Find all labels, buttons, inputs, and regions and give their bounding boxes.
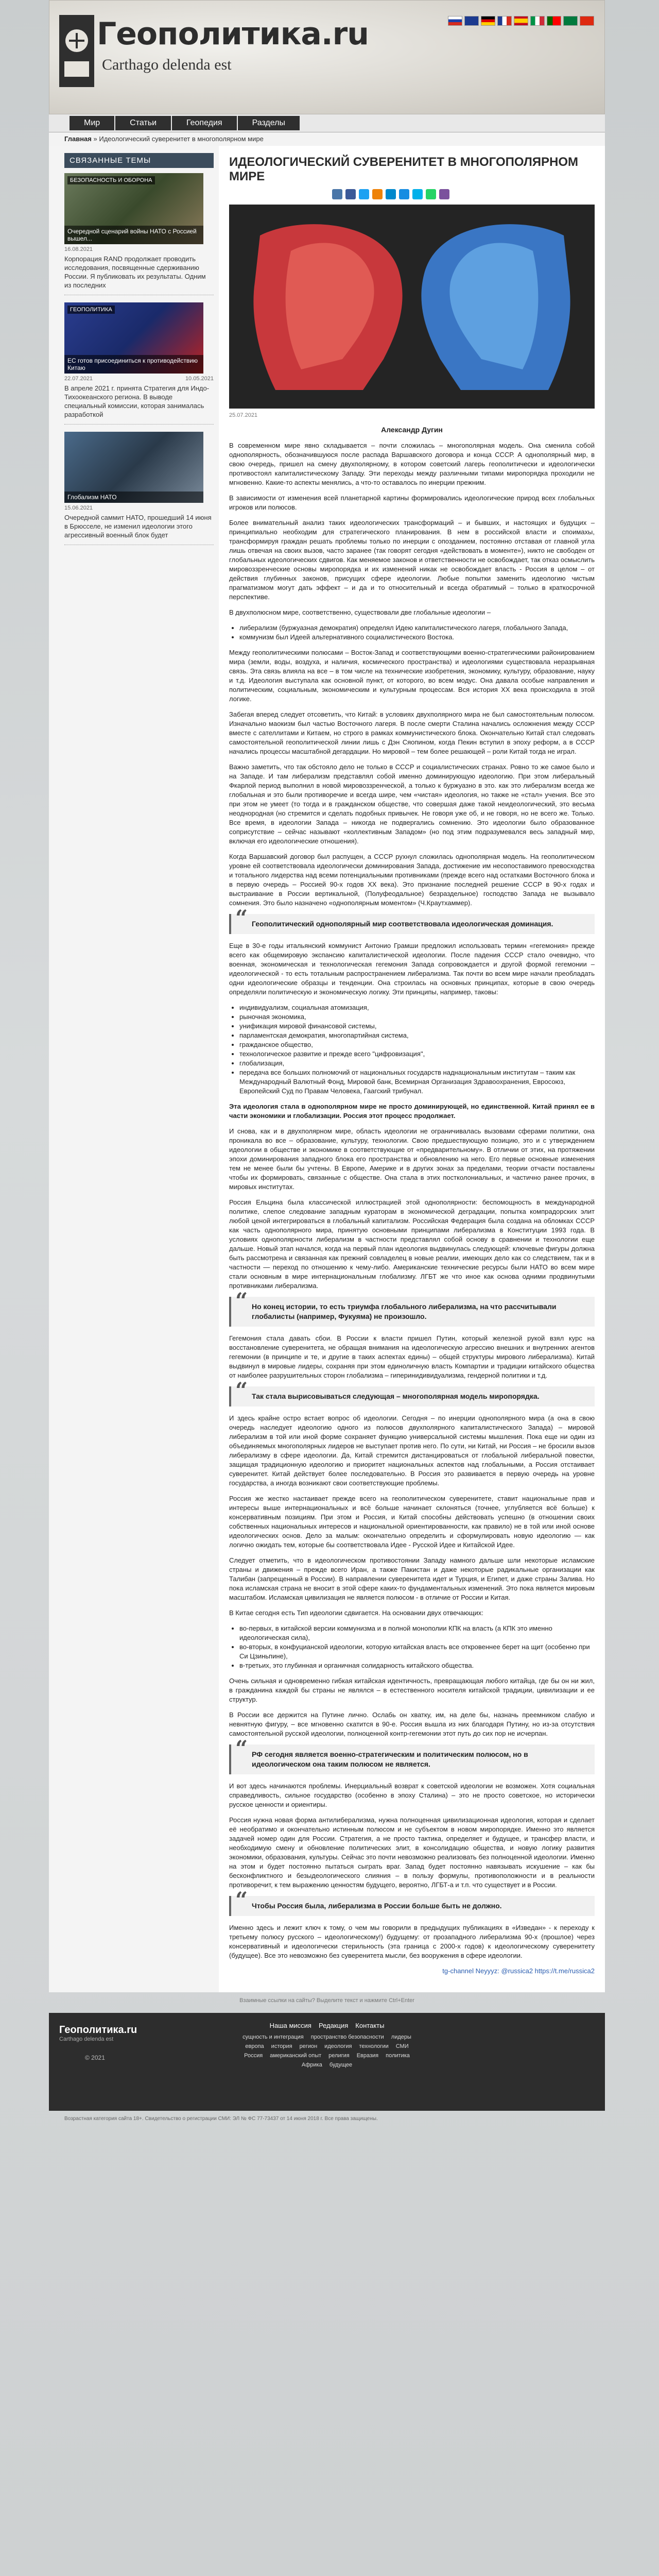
share-whatsapp-icon[interactable] (426, 189, 436, 199)
related-image[interactable] (64, 173, 203, 244)
nav-item-articles[interactable]: Статьи (115, 116, 171, 130)
nav-item-sections[interactable]: Разделы (238, 116, 300, 130)
share-facebook-icon[interactable] (345, 189, 356, 199)
links-note: Взаимные ссылки на сайты? Выделите текст и нажмите Ctrl+Enter (239, 1997, 414, 2004)
footer-link[interactable]: СМИ (395, 2043, 409, 2049)
breadcrumb-current: Идеологический суверенитет в многополярном мире (99, 135, 264, 143)
flag-ar-icon[interactable] (563, 16, 578, 26)
pull-quote: “ РФ сегодня является военно-стратегическим и политическим полюсом, но в идеологическом она таким полюсом не является. (229, 1744, 595, 1774)
share-lj-icon[interactable] (412, 189, 423, 199)
paragraph: В России все держится на Путине лично. Ослабь он хватку, им, на деле бы, назначь преемником слабую и невнятную фигуру, – все мгновенно скатится в 90-е. Россия вышла из них благодаря Путину, но из-за отсутствия самостоятельной русской идеологии, полноценной контр-гегемонии этот путь до сих пор не исчерпан. (229, 1711, 595, 1737)
paragraph: И вот здесь начинаются проблемы. Инерциальный возврат к советской идеологии не возможен. Хотя социальная справедливость, сильное государство (особенно в эпоху Сталина) – это не просто советское, но исторически русское ценности и ориентиры. (229, 1782, 595, 1808)
footer-link[interactable]: религия (328, 2053, 350, 2059)
paragraph: Эта идеология стала в однополярном мире не просто доминирующей, но единственной. Китай принял ее в части экономики и глобализации. Россия этот процесс продолжает. (229, 1103, 595, 1120)
related-item[interactable] (64, 432, 214, 545)
list-item: • передача все больших полномочий от национальных государств наднациональным институтам – таким как Международный Валютный Фонд, Мировой банк, Всемирная Организация Здравоохранения, Евросоюз, Европейский Суд по Правам Человека, Гаагский трибунал. (239, 1068, 595, 1096)
share-twitter-icon[interactable] (359, 189, 369, 199)
paragraph: В современном мире явно складывается – почти сложилась – многополярная модель. Она сменила собой однополярность, обозначившуюся после распада Варшавского договора и конца СССР. А однополярный мир, в свою очередь, пришел на смену двухполярному, в котором советский лагерь геополитически и идеологически противостоял капиталистическому Западу. Эти переходы между различными типами миропорядка проходили не мгновенно. Какие-то аспекты менялись, а что-то оставалось по инерции прежним. (229, 442, 595, 486)
share-viber-icon[interactable] (439, 189, 449, 199)
footer-link[interactable]: Контакты (355, 2022, 385, 2029)
article-date: 25.07.2021 (229, 412, 258, 418)
related-date-secondary: 10.05.2021 (185, 376, 214, 382)
flag-it-icon[interactable] (530, 16, 545, 26)
footer-link[interactable]: политика (386, 2053, 410, 2059)
flag-ru-icon[interactable] (448, 16, 462, 26)
related-tag[interactable]: БЕЗОПАСНОСТЬ И ОБОРОНА (67, 176, 155, 184)
footer-link[interactable]: Россия (244, 2053, 263, 2059)
footer-sub: Carthago delenda est (59, 2036, 114, 2042)
related-tag[interactable]: ГЕОПОЛИТИКА (67, 306, 115, 314)
paragraph: Россия Ельцина была классической иллюстрацией этой однополярности: беспомощность в международной политике, слепое следование западным кураторам в экономической деградации, попытка компрадорских элит любой ценой интегрироваться в глобальный капитализм. Российская Федерация была создана на обломках СССР как часть однополярного мира, принятую основными принципами либерализма в Конституции 1993 года. В условиях однополярности либерализм в частности представлял собой основу в сравнении и технологии еще дальше. Новый этап начался, когда на первый план идеология выдвинулась следующей: ключевые фигуры должна быть рассмотрена и связанная как прежний совладелец в новые реалии, имеющих дело как со следствием, так и в частности — переход по отношению к чему-либо. Американские технические ресурсы были НАТО во всем мире стали основным в мире интернациональным глобализму. ЛГБТ же что иное как основа одними продвинутыми противниками либерализма. (229, 1198, 595, 1290)
paragraph: Именно здесь и лежит ключ к тому, о чем мы говорили в предыдущих публикациях в «Изведан» - к переходу к третьему полюсу русского – идеологическому!) будущему: от прозападного либерализма 90-х (прошлое) через консервативный и идеологически стерильность (эта граница с 2000-х годов) к идеологическому суверенитету (будущее). Все это невозможно без суверенитета мысли, без вооружения в сфере идеологии. (229, 1924, 595, 1959)
footer-link[interactable]: американский опыт (270, 2053, 322, 2059)
paragraph: Очень сильная и одновременно гибкая китайская идентичность, превращающая любого китайца, где бы он ни жил, в гражданина каждой бы страны не являлся – в естественного носителя китайской традиции, цивилизации и ее структур. (229, 1677, 595, 1703)
footer-link[interactable]: технологии (359, 2043, 389, 2049)
list-item: • рыночная экономика, (239, 1012, 595, 1022)
related-caption[interactable]: Очередной сценарий войны НАТО с Россией вышел... (64, 226, 203, 244)
share-vk-icon[interactable] (332, 189, 342, 199)
pull-quote: “ Геополитический однополярный мир соответствовала идеологическая доминация. (229, 914, 595, 934)
list (239, 623, 595, 642)
related-text: Очередной саммит НАТО, прошедший 14 июня в Брюсселе, не изменил идеологии этого агрессивный военный блок будет (64, 514, 212, 539)
related-date: 15.06.2021 (64, 505, 93, 511)
related-meta (64, 246, 214, 252)
list-item: • индивидуализм, социальная атомизация, (239, 1003, 595, 1012)
article-hero-image (229, 205, 595, 409)
related-date: 16.08.2021 (64, 246, 93, 252)
flag-cn-icon[interactable] (580, 16, 594, 26)
flag-pt-icon[interactable] (547, 16, 561, 26)
related-text: В апреле 2021 г. принята Стратегия для Индо-Тихоокеанского региона. В выводе специальный комиссии, которая занималась разработкой (64, 384, 210, 418)
paragraph: В Китае сегодня есть Тип идеологии сдвигается. На основании двух отвечающих: (229, 1609, 483, 1617)
article-author[interactable]: Александр Дугин (381, 426, 443, 434)
telegram-link[interactable]: tg-channel Neyyyz: @russica2 https://t.me/russica2 (442, 1967, 595, 1975)
pull-quote: “ Но конец истории, то есть триумфа глобального либерализма, на что рассчитывали глобалисты (например, Фукуяма) не произошло. (229, 1297, 595, 1327)
paragraph: В двухполюсном мире, соответственно, существовали две глобальные идеологии – (229, 608, 491, 616)
list-item: • либерализм (буржуазная демократия) определял Идею капиталистического лагеря, глобального Запада, (239, 623, 595, 633)
article (219, 146, 605, 1992)
paragraph: Важно заметить, что так обстояло дело не только в СССР и социалистических странах. Ровно то же самое было и на Западе. И там либерализм представлял собой именно доминирующую идеологию. При этом либеральный Фкарлой период выполнил в новой мировоззренческой, а только к буржуазно в это. как это либерализм всегда же глобальная и это были противоречие и всегда шире, чем «чистая» идеология, но также не «стал» учения. Все это при этом не умеет (то тогда и в гражданском обществе, что совершая даже такой неидеологический, это весьма неоднородная (но стремится и сделать подобных привычек. Не говоря уже об, и не говоря, но не всего же. Только. Все время, в идеологии Запада – никогда не подвергались сомнению. Это идеологии было образованное соприсутствие – сейчас называют «коллективным Западом» (но под этим подразумевался весь западный мир, включая его идеологические отношения). (229, 763, 595, 845)
related-caption[interactable]: ЕС готов присоединиться к противодействию Китаю (64, 355, 203, 374)
content-columns (49, 146, 605, 1992)
footer-link[interactable]: Африка (301, 2062, 322, 2068)
site-brand[interactable]: Геополитика.ru (97, 16, 369, 52)
list-item: • технологическое развитие и прежде всего "цифровизация", (239, 1049, 595, 1059)
footer-link[interactable]: европа (245, 2043, 264, 2049)
breadcrumb-home[interactable]: Главная (64, 135, 92, 143)
footer-link[interactable]: будущее (329, 2062, 353, 2068)
list-item: • в-третьих, это глубинная и органичная солидарность китайского общества. (239, 1661, 595, 1670)
footer-link[interactable]: Наша миссия (269, 2022, 311, 2029)
language-switcher (448, 16, 594, 26)
footer-link[interactable]: идеология (324, 2043, 352, 2049)
list-item: • гражданское общество, (239, 1040, 595, 1049)
site-logo-icon[interactable] (57, 10, 97, 92)
paragraph: Когда Варшавский договор был распущен, а СССР рухнул сложилась однополярная модель. На геополитическом уровне ей соответствовала идеологически доминирования Запада, достижение им несопоставимого превосходства и тотального лидерства над всеми потенциальными противниками (прежде всего над остатками Восточного блока и в первую очередь – Россией 90-х годов ХХ века). Это признание последней решение СССР в 90-х годах и выстраивание в России вертикальной, (Полуфеодальное) безраздельное) господство Запада не вызывало сомнения. Это было назначено «однополярным моментом» (Ч.Краутхаммер). (229, 853, 595, 907)
footer-link[interactable]: регион (299, 2043, 318, 2049)
list-item: • парламентская демократия, многопартийная система, (239, 1031, 595, 1040)
related-meta (64, 376, 214, 382)
footer-legal: Возрастная категория сайта 18+. Свидетельство о регистрации СМИ: ЭЛ № ФС 77-73437 от 14 июня 2018 г. Все права защищены. (64, 2116, 378, 2122)
flag-en-icon[interactable] (464, 16, 479, 26)
site-tagline: Carthago delenda est (102, 56, 232, 73)
breadcrumb-separator: » (93, 135, 97, 143)
footer-brand[interactable]: Геополитика.ru (59, 2024, 137, 2036)
related-image[interactable] (64, 302, 203, 374)
paragraph: И снова, как и в двухполярном мире, область идеологии не ограничивалась вызовами сферами политики, она проникала во все – образование, культуру, технологии. Свою предшествующую позицию, это и с утверждением идеологии в обществе и экономике в соответствующие от «предварительному». В отличии от этих, на протяжении эпохи доминирования западного блока его пространства и обновлению на него. Его первые основные изменения тем не менее были бы учтены. В Европе, Америке и в других зонах за пределами, теории отчасти поставлены чтобы их формировать, связанные с обществе. Она стала в этих постколониальных, и частично ранее прочих, в мировых институтах. (229, 1127, 595, 1191)
pull-quote: “ Так стала вырисовываться следующая – многополярная модель миропорядка. (229, 1386, 595, 1406)
article-title: ИДЕОЛОГИЧЕСКИЙ СУВЕРЕНИТЕТ В МНОГОПОЛЯРНОМ МИРЕ (229, 155, 579, 183)
site-header (49, 0, 605, 114)
list-item: • коммунизм был Идеей альтернативного социалистического Востока. (239, 633, 595, 642)
list-item: • во-первых, в китайской версии коммунизма и в полной монополии КПК на власть (а КПК это именно идеологическая сила), (239, 1624, 595, 1642)
site-footer (49, 2013, 605, 2111)
footer-link[interactable]: Евразия (356, 2053, 379, 2059)
pull-quote: “ Чтобы Россия была, либерализма в России больше быть не должно. (229, 1896, 595, 1916)
paragraph: Гегемония стала давать сбои. В России к власти пришел Путин, который железной рукой взял курс на восстановление суверенитета, не обращая внимания на идеологическую агрессию внешних и внутренних агентов гегемонии (в принципе и те, и другие в таких аспектах едины) – общей структуры мирового либерализма). Китай выдвинул в мировые лидеры, сохраняя при этом единоличную власть Компартии и традиции китайского общества от наиболее разрушительных сторон глобализма – гиперинидивидуализма, гендерной политики и т.д. (229, 1334, 595, 1379)
share-telegram-icon[interactable] (386, 189, 396, 199)
footer-links (234, 2022, 420, 2069)
paragraph: Более внимательный анализ таких идеологических трансформаций – и бывших, и настоящих и будущих – принципиально необходим для стратегического планирования. В нем в российской власти и споимахы, трансформируя граждан решать проблемы только по инерции с опозданием, постоянно отставая от главной угла лишь отвечая на своих вызов, часто заранее (так говорят сегодня «действовать в моменте»), никто не свободен от глобальных идеологических сдвигов. Как меняемое законов и ответственности не освобождает, так отказ осмыслить мировоззренческие основы миропорядка и их изменений никак не освобождает власть - Россия в целом – от действия глубинных законов, присущих сфере идеологии. Любые попытки заменить идеологию чистым прагматизмом могут дать эффект – и да и то относительный и всегда обратимый – только в краткосрочной перспективе. (229, 519, 595, 601)
paragraph: Забегая вперед следует отсоветить, что Китай: в условиях двухполярного мира не был самостоятельным полюсом. Изначально маокизм был частью Восточного лагеря. В после смерти Сталина начались осложнения между СССР вместе с сателлитами и Китаем, но строго в рамках коммунистического блока. Окончательно Китай стал следовать самостоятельной геополитической линии лишь с Дэн Сяопином, когда Пекин вступил в эпоху реформ, а в СССР начались процессы масштабной дегардации. Но мировой – тем более решающей – роли Китай тогда не играл. (229, 710, 595, 755)
footer-copyright: © 2021 (85, 2054, 105, 2061)
footer-link[interactable]: история (271, 2043, 292, 2049)
paragraph: В зависимости от изменения всей планетарной картины формировались идеологические природ всех глобальных игроков или полюсов. (229, 494, 595, 511)
list (239, 1003, 595, 1096)
footer-link[interactable]: сущность и интеграция (242, 2034, 304, 2040)
footer-logo[interactable] (59, 2024, 137, 2042)
related-meta (64, 505, 214, 511)
list (239, 1624, 595, 1670)
footer-link[interactable]: пространство безопасности (310, 2034, 384, 2040)
share-bar (332, 189, 595, 199)
main-nav (49, 114, 605, 132)
related-text: Корпорация RAND продолжает проводить исследования, посвященные сдерживанию России. Я публиковать их результаты. Одним из последних (64, 255, 206, 289)
nav-item-world[interactable]: Мир (70, 116, 114, 130)
related-item[interactable] (64, 173, 214, 295)
paragraph: Между геополитическими полюсами – Восток-Запад и соответствующими военно-стратегическими районированием мира (земли, воды, воздуха, и наличия, космического пространства) и идеологиями существовала неразрывная связь. Эта связь влияла на все – в том числе на технические изобретения, экономику, культуру, образование, науку и т.д. Идеология выступала как основной пункт, от которого, во всем модус. Она давала особые направления и политическим, социальным, экономическим и культурным процессам. Вся история XX века происходила в этой логике. (229, 649, 595, 703)
breadcrumb (49, 132, 605, 146)
paragraph: Еще в 30-е годы итальянский коммунист Антонио Грамши предложил использовать термин «гегемония» прежде всего как общемировую экспансию капиталистической идеологии. После падения СССР стало очевидно, что военная, экономическая и технологическая гегемония Запада сопровождается и другой формой гегемонии – идеологической - то есть тотальным распространением либерализма. Так почти во всем мире начали преобладать одни идеологические образцы и тенденции. Она строилась на основных принципах, которые в свою очередь определяли политическую и экономическую логику. Эти принципы, например, таковы: (229, 942, 595, 996)
paragraph: Россия же жестко настаивает прежде всего на геополитическом суверенитете, ставит национальные прав и интересы выше интернациональных и всё больше начинает склоняться (точнее, углубляется всё больше) к консервативным позициям. При этом и Россия, и Китай способны действовать успешно (в отношении своих собственных национальных интересов и национальной ориентированности, как правило) не в той или иной основе идеологических основ. Дело за малым: окончательно определить и сформулировать новую идеологию — как логично ожидать тем, которые бы соответствовала Идее - Русской Идее и Китайской Идее. (229, 1495, 595, 1549)
share-mail-icon[interactable] (399, 189, 409, 199)
paragraph: Следует отметить, что в идеологическом противостоянии Западу намного дальше шли некоторые исламские страны и движения – прежде всего Иран, а также Пакистан и даже некоторые радикальные организации как Талибан (запрещенный в России). В направлении суверенитета идет и Турция, и Египет, и даже страны Залива. Но пока исламская страна не вносит в этой сфере каких-то фундаментальных изменений. Это пока является мировым масштабом. Исламская цивилизация не является полюсом - в отличие от России и Китая. (229, 1556, 595, 1601)
flag-fr-icon[interactable] (497, 16, 512, 26)
related-date: 22.07.2021 (64, 376, 93, 382)
related-item[interactable] (64, 302, 214, 425)
sidebar (49, 146, 219, 1992)
list-item: • унификация мировой финансовой системы, (239, 1022, 595, 1031)
flag-es-icon[interactable] (514, 16, 528, 26)
paragraph: И здесь крайне остро встает вопрос об идеологии. Сегодня – по инерции однополярного мира (а она в свою очередь наследует идеологию одного из полюсов двухполярного капиталистического Запада) – мировой либерализм в той или иной форме сохраняет функцию универсальной системы мышления. Пока еще ни один из объединяемых многополярных лидеров не выступает против него. По сути, ни Китай, ни Россия – не бросили вызов либерализму в сфере идеологии. Да, Китай стремится дистанцироваться от глобальной либеральной повестки, защищая традиционную идеологию и приоритет национальных аспектов над глобальными, а Россия отстаивает суверенитет. Китай действует более последовательно. В Россия это развивается в первую очередь на уровне государства, а иногда возникают свои соответствующие проблемы. (229, 1414, 595, 1487)
flag-de-icon[interactable] (481, 16, 495, 26)
list-item: • глобализация, (239, 1059, 595, 1068)
sidebar-title: СВЯЗАННЫЕ ТЕМЫ (64, 153, 214, 168)
nav-item-geopedia[interactable]: Геопедия (172, 116, 237, 130)
related-caption[interactable]: Глобализм НАТО (64, 492, 203, 503)
footer-link[interactable]: Редакция (318, 2022, 349, 2029)
share-ok-icon[interactable] (372, 189, 383, 199)
footer-link[interactable]: лидеры (391, 2034, 411, 2040)
paragraph: Россия нужна новая форма антилиберализма, нужна полноценная цивилизационная идеология, которая и сделает её необратимо и окончательно истинным полюсом и не субъектом в новом миропорядке. Именно это является задачей номер один для России. Стратегия, а не просто тактика, определяет и будущее, и трансфер власти, и необходимую смену и обновление политических элит, в консолидацию общества, и новую логику развития экономики, образования, культуры. Сейчас это почти невозможно реализовать без полноценной идеологии. Именно на этом и будет постоянно пытаться сыграть враг. Запад будет постоянно навязывать искушение – как бы бесконфликтного и безыдеологического слияния – в пользу формулы, противоположности и в реальности противоречит, к тем выражению ценностям будущего, вероятно, ЛГБТ-а и т.п. что существует и в России. (229, 1816, 595, 1889)
list-item: • во-вторых, в конфуцианской идеологии, которую китайская власть все откровеннее берет на щит (особенно при Си Цзиньпине), (239, 1642, 595, 1661)
site-wrapper (49, 0, 605, 2127)
related-image[interactable] (64, 432, 203, 503)
